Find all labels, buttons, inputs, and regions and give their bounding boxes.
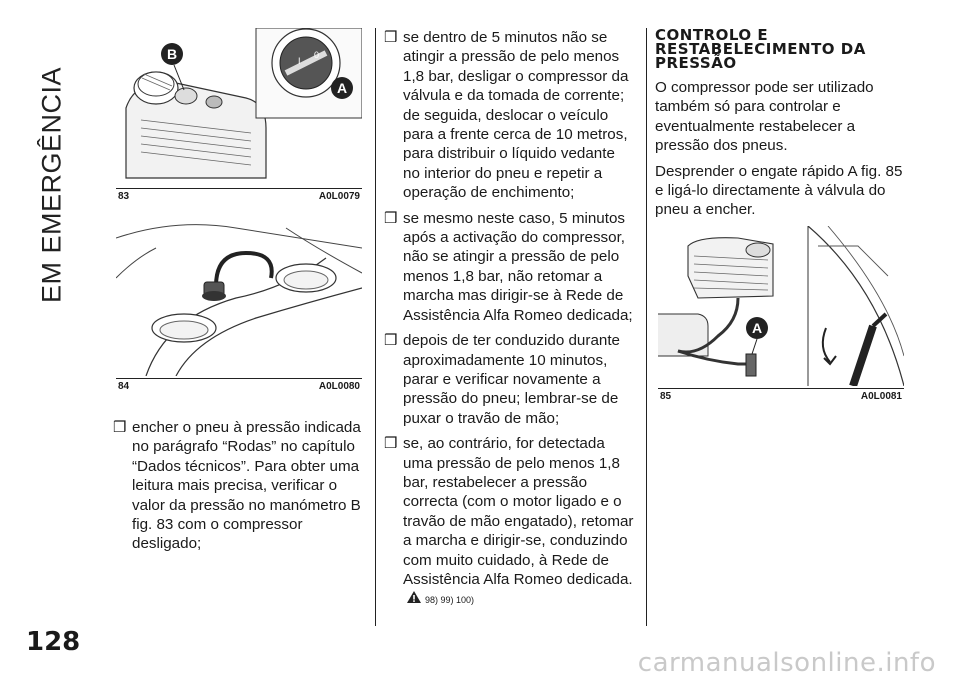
heading-line: RESTABELECIMENTO DA: [655, 40, 866, 58]
figure-number: 85: [660, 391, 672, 402]
figure-84: [116, 218, 362, 392]
bullet-text: se dentro de 5 minutos não se atingir a pressão de pelo menos 1,8 bar, desligar o compressor da válvula e da tomada de corrente; de seguida, deslocar o veículo para a frente cerca de 10 metros, para distribuir o líquido vedante no interior do pneu e repetir a operação de enchimento;: [403, 29, 629, 202]
list-item: [113, 418, 367, 554]
heading-line: PRESSÃO: [655, 54, 737, 72]
figure-85: [658, 226, 904, 402]
compressor-illustration: [116, 28, 362, 186]
figure-number: 83: [118, 191, 130, 202]
callout-a: A: [336, 80, 348, 96]
figure-number: 84: [118, 381, 130, 392]
bullet-marker: ❒: [384, 332, 398, 350]
page-number: 128: [26, 627, 81, 657]
bullet-text: encher o pneu à pressão indicada no parágrafo “Rodas” no capítulo “Dados técnicos”. Para obter uma leitura mais precisa, verificar o valor da pressão no manómetro B fig. 83 com o compressor desligado;: [132, 419, 361, 553]
bullet-marker: ❒: [113, 419, 127, 436]
figure-code: A0L0081: [860, 391, 902, 402]
bullet-text: se, ao contrário, for detectada uma pressão de pelo menos 1,8 bar, restabelecer a pressão correcta (com o motor ligado e o travão de mão engatado), retomar a marcha e dirigir-se, conduzindo com muito cuidado, à Rede de Assistência Alfa Romeo dedicada.: [403, 435, 634, 588]
paragraph: O compressor pode ser utilizado também só para controlar e eventualmente restabelecer a pressão dos pneus.: [655, 79, 874, 155]
section-title: EM EMERGÊNCIA: [36, 66, 67, 304]
console-illustration: [116, 218, 362, 376]
paragraph: Desprender o engate rápido A fig. 85 e ligá-lo directamente à válvula do pneu a encher.: [655, 162, 903, 219]
callout-b: B: [166, 46, 178, 62]
bullet-marker: ❒: [384, 29, 398, 46]
dial-mark-0: 0: [314, 50, 320, 60]
figure-83: [116, 28, 362, 202]
bullet-marker: ❒: [384, 209, 398, 227]
column-3-text: [655, 28, 905, 226]
watermark: carmanualsonline.info: [637, 648, 936, 678]
tyre-inflation-illustration: [658, 226, 904, 386]
callout-a: A: [751, 320, 763, 336]
column-divider: [375, 28, 376, 626]
column-1-text: [113, 418, 367, 560]
section-heading: [655, 28, 905, 70]
column-divider: [646, 28, 647, 626]
list-item: [384, 209, 634, 325]
figure-code: A0L0079: [318, 191, 360, 202]
bullet-text: se mesmo neste caso, 5 minutos após a activação do compressor, não se atingir a pressão de pelo menos 1,8 bar, não retomar a marcha mas dirigir-se à Rede de Assistência Alfa Romeo dedicada;: [403, 209, 633, 324]
list-item: [384, 28, 634, 203]
figure-caption: [116, 378, 362, 394]
warning-references: 98) 99) 100): [425, 595, 475, 606]
figure-caption: [116, 188, 362, 204]
figure-caption: [658, 388, 904, 404]
list-item: [384, 434, 634, 611]
column-2-text: [384, 28, 634, 617]
heading-line: CONTROLO E: [655, 26, 769, 44]
dial-mark-i: I: [298, 56, 301, 66]
list-item: [384, 331, 634, 428]
bullet-text: depois de ter conduzido durante aproximadamente 10 minutos, parar e verificar novamente a pressão do pneu; lembrar-se de puxar o travão de mão;: [403, 332, 621, 427]
figure-code: A0L0080: [318, 381, 360, 392]
warning-icon: [406, 590, 422, 604]
bullet-marker: ❒: [384, 435, 398, 453]
